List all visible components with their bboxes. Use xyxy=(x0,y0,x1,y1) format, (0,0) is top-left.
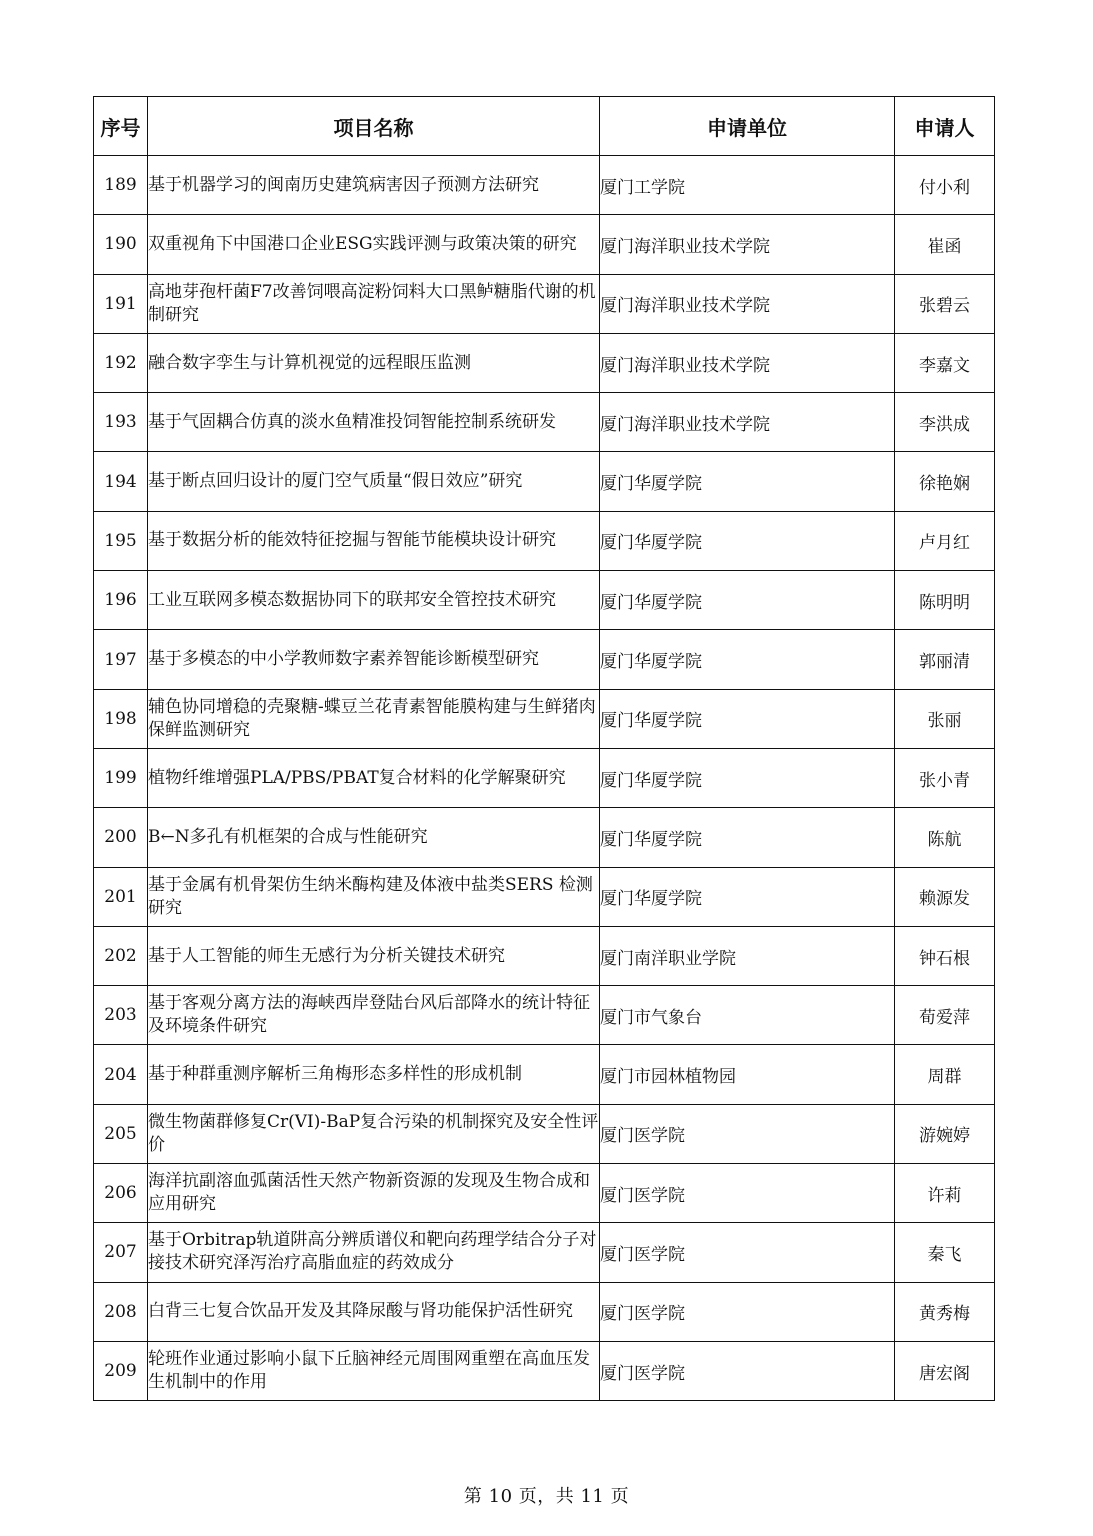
applicant-name: 陈航 xyxy=(895,808,995,867)
applicant-unit: 厦门海洋职业技术学院 xyxy=(600,274,895,333)
applicant-name: 张小青 xyxy=(895,748,995,807)
project-name: 双重视角下中国港口企业ESG实践评测与政策决策的研究 xyxy=(148,215,600,274)
applicant-unit: 厦门华厦学院 xyxy=(600,511,895,570)
row-number: 198 xyxy=(94,689,148,748)
row-number: 193 xyxy=(94,393,148,452)
header-row xyxy=(94,97,995,156)
applicant-name: 徐艳娴 xyxy=(895,452,995,511)
project-table xyxy=(93,96,995,1401)
applicant-unit: 厦门南洋职业学院 xyxy=(600,926,895,985)
project-name: 植物纤维增强PLA/PBS/PBAT复合材料的化学解聚研究 xyxy=(148,748,600,807)
table-row xyxy=(94,1104,995,1163)
table-row xyxy=(94,630,995,689)
project-name: 高地芽孢杆菌F7改善饲喂高淀粉饲料大口黑鲈糖脂代谢的机制研究 xyxy=(148,274,600,333)
applicant-unit: 厦门华厦学院 xyxy=(600,867,895,926)
table-row xyxy=(94,1045,995,1104)
project-name: 辅色协同增稳的壳聚糖-蝶豆兰花青素智能膜构建与生鲜猪肉保鲜监测研究 xyxy=(148,689,600,748)
table-row xyxy=(94,156,995,215)
project-name: 基于金属有机骨架仿生纳米酶构建及体液中盐类SERS 检测研究 xyxy=(148,867,600,926)
table-row xyxy=(94,1282,995,1341)
applicant-unit: 厦门华厦学院 xyxy=(600,630,895,689)
header-project-name: 项目名称 xyxy=(148,97,600,156)
table-row xyxy=(94,986,995,1045)
row-number: 202 xyxy=(94,926,148,985)
table-row xyxy=(94,393,995,452)
row-number: 207 xyxy=(94,1223,148,1282)
row-number: 192 xyxy=(94,333,148,392)
applicant-name: 周群 xyxy=(895,1045,995,1104)
applicant-unit: 厦门华厦学院 xyxy=(600,808,895,867)
table-row xyxy=(94,1164,995,1223)
table-row xyxy=(94,1223,995,1282)
applicant-unit: 厦门海洋职业技术学院 xyxy=(600,333,895,392)
applicant-unit: 厦门医学院 xyxy=(600,1223,895,1282)
row-number: 195 xyxy=(94,511,148,570)
applicant-unit: 厦门华厦学院 xyxy=(600,748,895,807)
row-number: 189 xyxy=(94,156,148,215)
row-number: 203 xyxy=(94,986,148,1045)
applicant-unit: 厦门医学院 xyxy=(600,1104,895,1163)
applicant-name: 许莉 xyxy=(895,1164,995,1223)
applicant-unit: 厦门华厦学院 xyxy=(600,689,895,748)
applicant-unit: 厦门华厦学院 xyxy=(600,571,895,630)
project-name: 基于数据分析的能效特征挖掘与智能节能模块设计研究 xyxy=(148,511,600,570)
applicant-unit: 厦门医学院 xyxy=(600,1341,895,1400)
row-number: 201 xyxy=(94,867,148,926)
applicant-name: 秦飞 xyxy=(895,1223,995,1282)
row-number: 190 xyxy=(94,215,148,274)
applicant-name: 卢月红 xyxy=(895,511,995,570)
project-name: 基于人工智能的师生无感行为分析关键技术研究 xyxy=(148,926,600,985)
project-name: 基于断点回归设计的厦门空气质量“假日效应”研究 xyxy=(148,452,600,511)
applicant-unit: 厦门医学院 xyxy=(600,1164,895,1223)
table-row xyxy=(94,748,995,807)
applicant-name: 钟石根 xyxy=(895,926,995,985)
applicant-name: 游婉婷 xyxy=(895,1104,995,1163)
row-number: 205 xyxy=(94,1104,148,1163)
row-number: 208 xyxy=(94,1282,148,1341)
applicant-unit: 厦门市园林植物园 xyxy=(600,1045,895,1104)
applicant-name: 付小利 xyxy=(895,156,995,215)
project-name: 微生物菌群修复Cr(VI)-BaP复合污染的机制探究及安全性评价 xyxy=(148,1104,600,1163)
project-name: 基于机器学习的闽南历史建筑病害因子预测方法研究 xyxy=(148,156,600,215)
table-row xyxy=(94,689,995,748)
table-row xyxy=(94,867,995,926)
table-body xyxy=(94,156,995,1401)
applicant-unit: 厦门医学院 xyxy=(600,1282,895,1341)
applicant-name: 李嘉文 xyxy=(895,333,995,392)
table-row xyxy=(94,511,995,570)
table-row xyxy=(94,571,995,630)
project-name: 基于种群重测序解析三角梅形态多样性的形成机制 xyxy=(148,1045,600,1104)
applicant-name: 张碧云 xyxy=(895,274,995,333)
table-row xyxy=(94,333,995,392)
table-row xyxy=(94,808,995,867)
table-row xyxy=(94,215,995,274)
project-name: B←N多孔有机框架的合成与性能研究 xyxy=(148,808,600,867)
header-applicant: 申请人 xyxy=(895,97,995,156)
applicant-name: 张丽 xyxy=(895,689,995,748)
row-number: 191 xyxy=(94,274,148,333)
applicant-unit: 厦门市气象台 xyxy=(600,986,895,1045)
row-number: 206 xyxy=(94,1164,148,1223)
row-number: 197 xyxy=(94,630,148,689)
applicant-unit: 厦门海洋职业技术学院 xyxy=(600,215,895,274)
project-name: 轮班作业通过影响小鼠下丘脑神经元周围网重塑在高血压发生机制中的作用 xyxy=(148,1341,600,1400)
table-row xyxy=(94,452,995,511)
row-number: 196 xyxy=(94,571,148,630)
header-applicant-unit: 申请单位 xyxy=(600,97,895,156)
project-name: 基于多模态的中小学教师数字素养智能诊断模型研究 xyxy=(148,630,600,689)
applicant-name: 赖源发 xyxy=(895,867,995,926)
row-number: 199 xyxy=(94,748,148,807)
row-number: 200 xyxy=(94,808,148,867)
applicant-name: 崔函 xyxy=(895,215,995,274)
applicant-name: 陈明明 xyxy=(895,571,995,630)
header-no: 序号 xyxy=(94,97,148,156)
applicant-name: 李洪成 xyxy=(895,393,995,452)
project-name: 基于客观分离方法的海峡西岸登陆台风后部降水的统计特征及环境条件研究 xyxy=(148,986,600,1045)
applicant-name: 郭丽清 xyxy=(895,630,995,689)
table-row xyxy=(94,274,995,333)
project-name: 融合数字孪生与计算机视觉的远程眼压监测 xyxy=(148,333,600,392)
applicant-unit: 厦门华厦学院 xyxy=(600,452,895,511)
applicant-unit: 厦门海洋职业技术学院 xyxy=(600,393,895,452)
applicant-name: 黄秀梅 xyxy=(895,1282,995,1341)
row-number: 209 xyxy=(94,1341,148,1400)
table-row xyxy=(94,1341,995,1400)
row-number: 194 xyxy=(94,452,148,511)
table-header xyxy=(94,97,995,156)
page-footer: 第 10 页，共 11 页 xyxy=(463,1486,630,1507)
project-name: 基于气固耦合仿真的淡水鱼精准投饲智能控制系统研发 xyxy=(148,393,600,452)
applicant-name: 荀爱萍 xyxy=(895,986,995,1045)
project-name: 白背三七复合饮品开发及其降尿酸与肾功能保护活性研究 xyxy=(148,1282,600,1341)
project-name: 工业互联网多模态数据协同下的联邦安全管控技术研究 xyxy=(148,571,600,630)
table-row xyxy=(94,926,995,985)
row-number: 204 xyxy=(94,1045,148,1104)
applicant-unit: 厦门工学院 xyxy=(600,156,895,215)
project-name: 基于Orbitrap轨道阱高分辨质谱仪和靶向药理学结合分子对接技术研究泽泻治疗高脂血症的药效成分 xyxy=(148,1223,600,1282)
project-name: 海洋抗副溶血弧菌活性天然产物新资源的发现及生物合成和应用研究 xyxy=(148,1164,600,1223)
applicant-name: 唐宏阁 xyxy=(895,1341,995,1400)
